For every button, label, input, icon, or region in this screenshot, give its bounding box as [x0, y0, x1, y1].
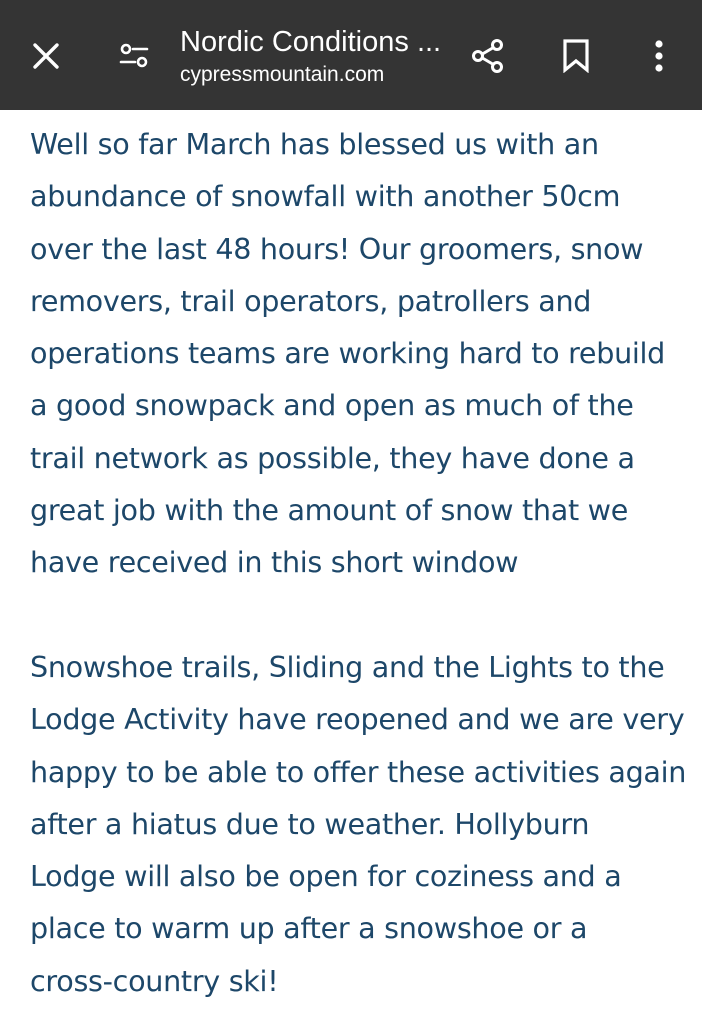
page-title: Nordic Conditions ... — [180, 26, 442, 58]
article-paragraph: Well so far March has blessed us with an abundance of snowfall with another 50cm over the last 48 hours! Our groomers, snow removers, trail operators, patrollers and operations teams are working hard to rebuild a good snowpack and open as much of the trail network as possible, they have done a great job with the amount of snow that we have received in this short window — [30, 127, 666, 580]
more-options-button[interactable] — [637, 34, 681, 78]
close-button[interactable] — [24, 34, 68, 78]
page-settings-button[interactable] — [112, 34, 156, 78]
page-url: cypressmountain.com — [180, 63, 385, 86]
more-vert-icon — [653, 39, 665, 73]
close-icon — [31, 41, 61, 71]
top-app-bar — [0, 0, 702, 110]
article-body — [30, 118, 690, 1007]
share-button[interactable] — [466, 34, 510, 78]
bookmark-icon — [562, 39, 590, 73]
share-icon — [470, 38, 506, 74]
bookmark-button[interactable] — [554, 34, 598, 78]
tune-icon — [119, 43, 149, 69]
page-title-block[interactable] — [180, 24, 450, 90]
article-paragraph: Snowshoe trails, Sliding and the Lights to the Lodge Activity have reopened and we are very happy to be able to offer these activities again after a hiatus due to weather. Hollyburn Lodge will also be open for coziness and a place to warm up after a snowshoe or a cross-country ski! — [30, 649, 687, 998]
